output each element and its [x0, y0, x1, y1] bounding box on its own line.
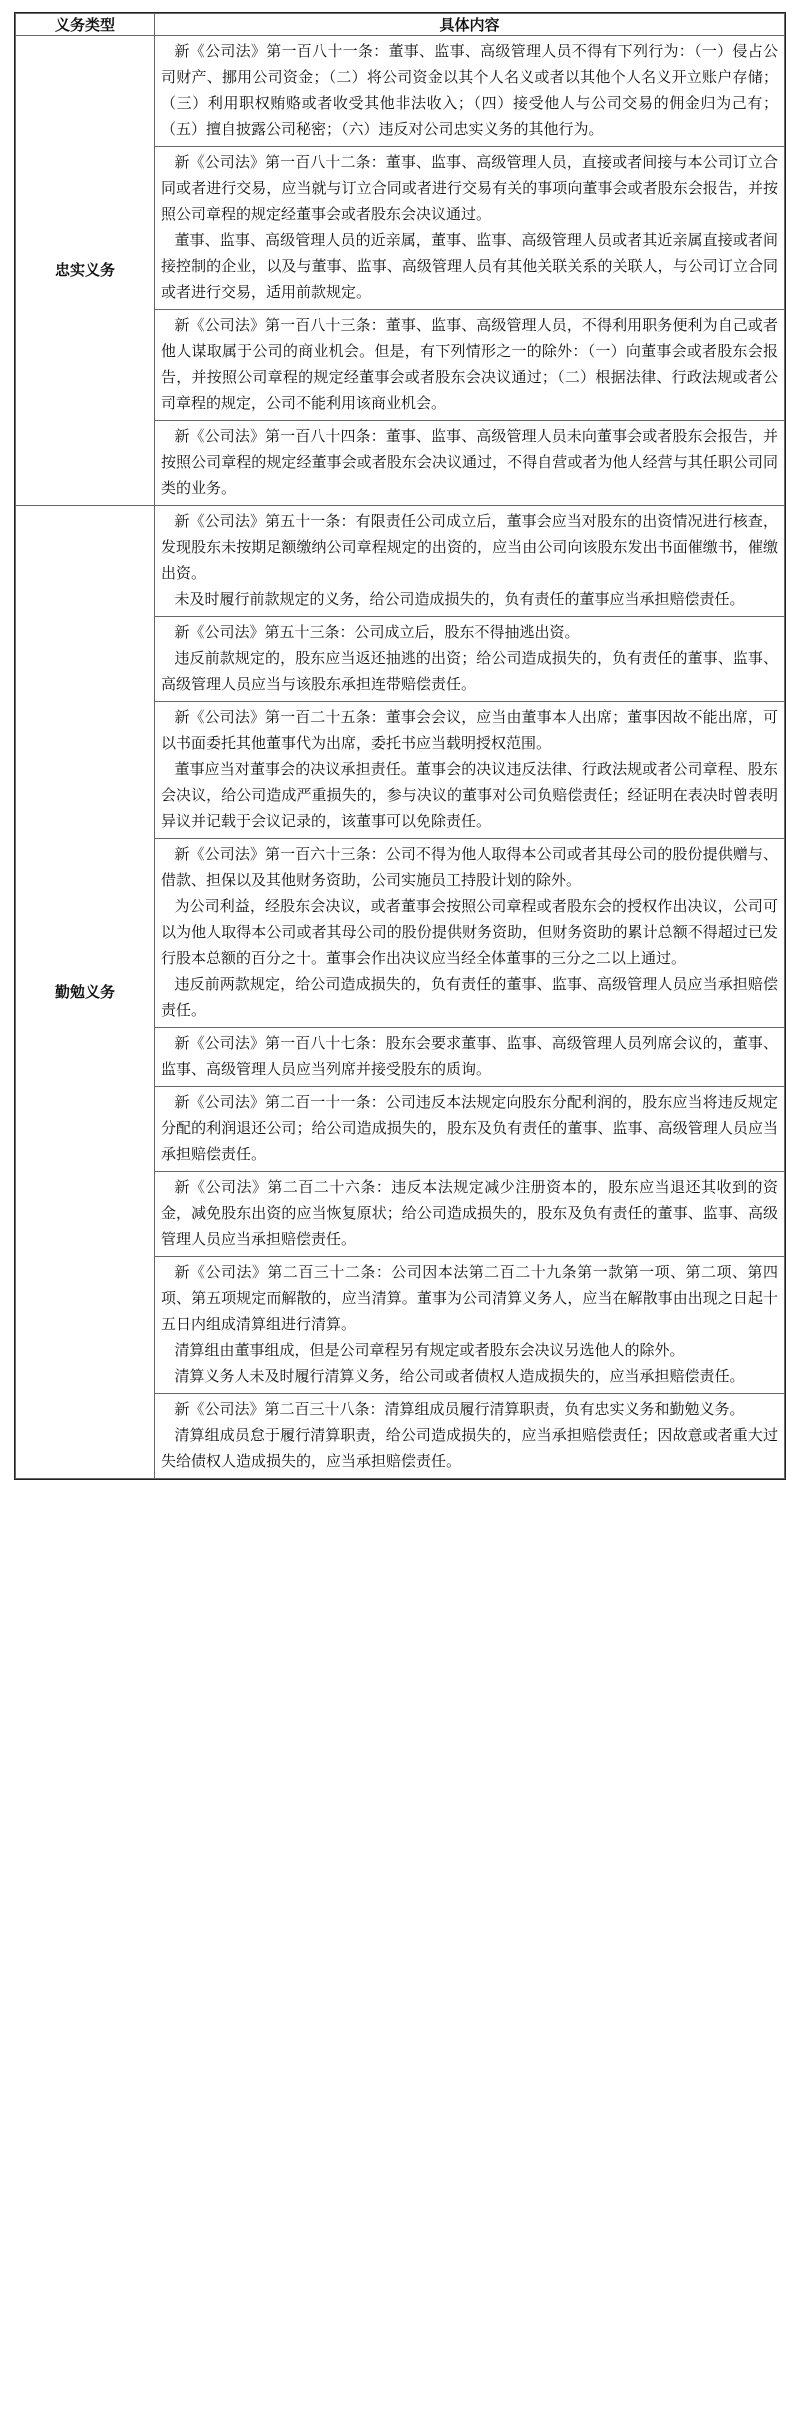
content-cell [155, 839, 785, 1028]
duties-table [15, 13, 785, 1479]
header-content: 具体内容 [155, 14, 785, 36]
content-cell [155, 1087, 785, 1172]
header-type: 义务类型 [16, 14, 155, 36]
paragraph: 董事应当对董事会的决议承担责任。董事会的决议违反法律、行政法规或者公司章程、股东会决议，给公司造成严重损失的，参与决议的董事对公司负赔偿责任；经证明在表决时曾表明异议并记载于会议记录的，该董事可以免除责任。 [161, 760, 778, 830]
content-cell [155, 1394, 785, 1479]
paragraph: 新《公司法》第五十一条：有限责任公司成立后，董事会应当对股东的出资情况进行核查，发现股东未按期足额缴纳公司章程规定的出资的，应当由公司向该股东发出书面催缴书，催缴出资。 [161, 512, 778, 582]
content-cell [155, 310, 785, 421]
content-cell [155, 702, 785, 839]
paragraph: 新《公司法》第一百六十三条：公司不得为他人取得本公司或者其母公司的股份提供赠与、借款、担保以及其他财务资助，公司实施员工持股计划的除外。 [161, 845, 778, 889]
content-cell [155, 1172, 785, 1257]
paragraph: 新《公司法》第一百八十二条：董事、监事、高级管理人员，直接或者间接与本公司订立合同或者进行交易，应当就与订立合同或者进行交易有关的事项向董事会或者股东会报告，并按照公司章程的规定经董事会或者股东会决议通过。 [161, 153, 778, 223]
paragraph: 清算组由董事组成，但是公司章程另有规定或者股东会决议另选他人的除外。 [174, 1341, 685, 1359]
paragraph: 新《公司法》第一百八十三条：董事、监事、高级管理人员，不得利用职务便利为自己或者他人谋取属于公司的商业机会。但是，有下列情形之一的除外：（一）向董事会或者股东会报告，并按照公司章程的规定经董事会或者股东会决议通过；（二）根据法律、行政法规或者公司章程的规定，公司不能利用该商业机会。 [161, 316, 778, 412]
duties-table-frame [14, 12, 786, 1480]
content-cell [155, 1257, 785, 1394]
content-cell [155, 421, 785, 506]
paragraph: 未及时履行前款规定的义务，给公司造成损失的，负有责任的董事应当承担赔偿责任。 [174, 590, 745, 608]
paragraph: 违反前两款规定，给公司造成损失的，负有责任的董事、监事、高级管理人员应当承担赔偿责任。 [161, 975, 778, 1019]
paragraph: 新《公司法》第一百二十五条：董事会会议，应当由董事本人出席；董事因故不能出席，可以书面委托其他董事代为出席，委托书应当载明授权范围。 [161, 708, 778, 752]
paragraph: 清算组成员怠于履行清算职责，给公司造成损失的，应当承担赔偿责任；因故意或者重大过失给债权人造成损失的，应当承担赔偿责任。 [161, 1426, 778, 1470]
paragraph: 新《公司法》第二百三十八条：清算组成员履行清算职责，负有忠实义务和勤勉义务。 [174, 1400, 745, 1418]
content-cell [155, 617, 785, 702]
paragraph: 违反前款规定的，股东应当返还抽逃的出资；给公司造成损失的，负有责任的董事、监事、高级管理人员应当与该股东承担连带赔偿责任。 [161, 649, 778, 693]
table-header-row [16, 14, 785, 36]
paragraph: 新《公司法》第一百八十一条：董事、监事、高级管理人员不得有下列行为：（一）侵占公司财产、挪用公司资金；（二）将公司资金以其个人名义或者以其他个人名义开立账户存储；（三）利用职权贿赂或者收受其他非法收入；（四）接受他人与公司交易的佣金归为己有；（五）擅自披露公司秘密；（六）违反对公司忠实义务的其他行为。 [161, 42, 778, 138]
paragraph: 新《公司法》第五十三条：公司成立后，股东不得抽逃出资。 [174, 623, 580, 641]
duty-type-diligence: 勤勉义务 [16, 506, 155, 1479]
content-cell [155, 506, 785, 617]
content-cell [155, 147, 785, 310]
content-cell [155, 1028, 785, 1087]
table-row [16, 506, 785, 617]
paragraph: 新《公司法》第二百三十二条：公司因本法第二百二十九条第一款第一项、第二项、第四项、第五项规定而解散的，应当清算。董事为公司清算义务人，应当在解散事由出现之日起十五日内组成清算组进行清算。 [161, 1263, 778, 1333]
paragraph: 清算义务人未及时履行清算义务，给公司或者债权人造成损失的，应当承担赔偿责任。 [174, 1367, 745, 1385]
paragraph: 为公司利益，经股东会决议，或者董事会按照公司章程或者股东会的授权作出决议，公司可以为他人取得本公司或者其母公司的股份提供财务资助，但财务资助的累计总额不得超过已发行股本总额的百分之十。董事会作出决议应当经全体董事的三分之二以上通过。 [161, 897, 778, 967]
duty-type-loyalty: 忠实义务 [16, 36, 155, 506]
paragraph: 董事、监事、高级管理人员的近亲属，董事、监事、高级管理人员或者其近亲属直接或者间接控制的企业，以及与董事、监事、高级管理人员有其他关联关系的关联人，与公司订立合同或者进行交易，适用前款规定。 [161, 231, 778, 301]
paragraph: 新《公司法》第二百二十六条：违反本法规定减少注册资本的，股东应当退还其收到的资金，减免股东出资的应当恢复原状；给公司造成损失的，股东及负有责任的董事、监事、高级管理人员应当承担赔偿责任。 [161, 1178, 778, 1248]
content-cell [155, 36, 785, 147]
table-row [16, 36, 785, 147]
paragraph: 新《公司法》第一百八十四条：董事、监事、高级管理人员未向董事会或者股东会报告，并按照公司章程的规定经董事会或者股东会决议通过，不得自营或者为他人经营与其任职公司同类的业务。 [161, 427, 778, 497]
paragraph: 新《公司法》第一百八十七条：股东会要求董事、监事、高级管理人员列席会议的，董事、监事、高级管理人员应当列席并接受股东的质询。 [161, 1034, 778, 1078]
paragraph: 新《公司法》第二百一十一条：公司违反本法规定向股东分配利润的，股东应当将违反规定分配的利润退还公司；给公司造成损失的，股东及负有责任的董事、监事、高级管理人员应当承担赔偿责任。 [161, 1093, 778, 1163]
